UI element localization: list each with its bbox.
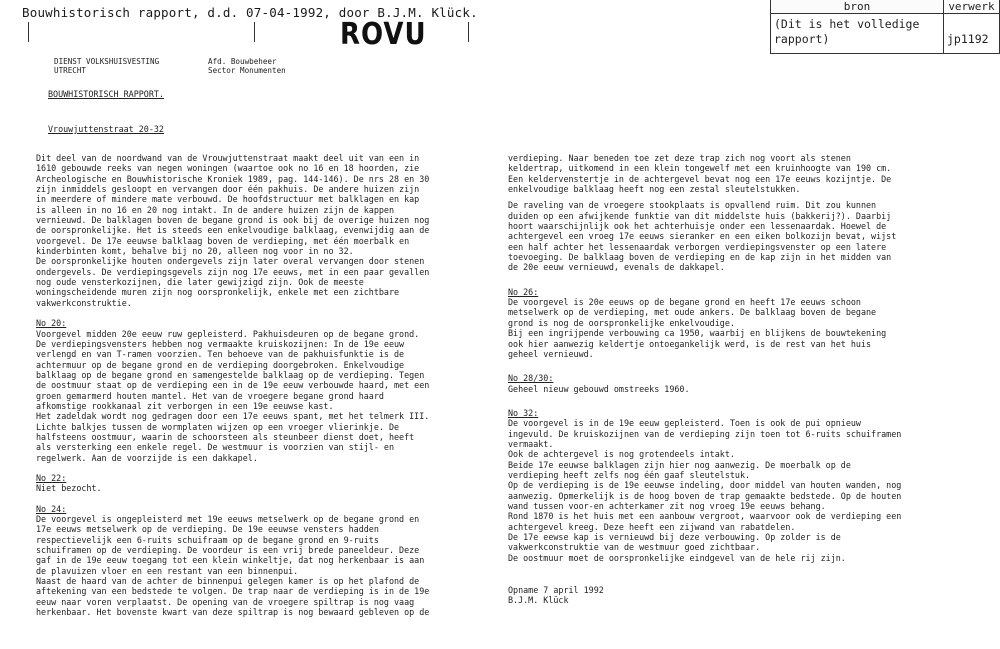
text-line: achtergevel een vroeg 17e eeuws sieranker en een eiken bolkozijn bevat, wijst (508, 231, 897, 242)
text-line: De raveling van de vroegere stookplaats is opvallend ruim. Dit zou kunnen (508, 200, 877, 211)
intro-paragraph (36, 153, 429, 308)
section-heading: No 28/30: (508, 373, 554, 384)
text-line: keldertrap, uitkomend in een klein tongewelf met een kruinhoogte van 190 cm. (508, 163, 892, 174)
survey-date: Opname 7 april 1992 (508, 585, 604, 596)
stamp-code-cell: jp1192 (944, 14, 1000, 54)
text-line: vernieuwd. De balklagen boven de begane grond is ook bij de overige huizen nog (36, 215, 430, 226)
text-line: aftekening van een bedstede te volgen. De trap naar de verdieping is in de 19e (36, 586, 430, 597)
section-heading: No 24: (36, 503, 67, 514)
text-line: verdieping. Naar beneden toe zet deze trap zich nog voort als stenen (508, 153, 851, 163)
text-line: Niet bezocht. (36, 483, 102, 494)
org-department: DIENST VOLKSHUISVESTING (54, 57, 160, 66)
text-line: ook hier aanwezig keldertje ontoegankelijk werd, is de rest van het huis (508, 338, 872, 349)
text-line: kinderbinten komt, behalve bij no 20, alleen nog voor in no 32. (36, 246, 354, 257)
document-title: BOUWHISTORISCH RAPPORT. (48, 89, 164, 99)
header-tick-left (28, 22, 29, 42)
text-line: de oorspronkelijke. Het is steeds een enkelvoudige balklaag, evenwijdig aan de (36, 225, 430, 236)
signature-block (508, 585, 901, 606)
report-header-line: Bouwhistorisch rapport, d.d. 07-04-1992, door B.J.M. Klück. (22, 5, 478, 20)
section-heading: No 32: (508, 407, 539, 418)
text-line: Een keldervenstertje in de achtergevel bevat nog een 17e eeuws kozijntje. De (508, 173, 892, 184)
text-line: De voorgevel is ongepleisterd met 19e eeuws metselwerk op de begane grond en (36, 514, 420, 524)
text-line: toevoeging. De balklaag boven de verdieping en de kap zijn in het midden van (508, 252, 892, 263)
text-line: Rond 1870 is het huis met een aanbouw vergroot, waarvoor ook de verdieping een (508, 511, 902, 522)
text-line: Ook de achtergevel is nog grotendeels intakt. (508, 449, 735, 460)
text-line: in meerdere of mindere mate verbouwd. De hoofdstructuur met balklagen en kap (36, 194, 420, 205)
text-line: verdieping heeft zelfs nog één gaaf sleutelstuk. (508, 469, 751, 480)
text-line: de plavuizen vloer en een restant van een binnenpui. (36, 565, 299, 576)
section-no-26 (508, 287, 901, 359)
section-heading: No 22: (36, 472, 67, 483)
text-line: achtermuur op de begane grond en de verdieping doorgebroken. Enkelvoudige (36, 359, 405, 370)
right-text-column (508, 153, 901, 606)
text-line: hoort waarschijnlijk ook het achterhuisje onder een lessenaardak. Hoewel de (508, 221, 887, 232)
text-line: vermaakt. (508, 438, 554, 449)
header-tick-mid (254, 22, 255, 42)
text-line: afkomstige rookkanaal zit verborgen in een 19e eeuwse kast. (36, 400, 334, 411)
org-right (208, 57, 286, 75)
text-line: als versterking een enkele regel. De westmuur is voorzien van stijl- en (36, 442, 394, 453)
text-line: voorgevel. De 17e eeuwse balklaag boven de verdieping, met één moerbalk en (36, 235, 410, 246)
author-name: B.J.M. Klück (508, 595, 569, 606)
text-line: halfsteens oostmuur, waarin de schoorsteen als steunbeer dienst doet, heeft (36, 431, 415, 442)
stamp-source-cell: (Dit is het volledige rapport) (771, 14, 944, 54)
stamp-header-verwerk: verwerk (944, 0, 1000, 14)
text-line: nog oude vensterkozijnen, die later gewijzigd zijn. Ook de meeste (36, 277, 364, 288)
text-line: Geheel nieuw gebouwd omstreeks 1960. (508, 383, 690, 394)
text-line: balklaag op de begane grond en samengestelde balklaag op de verdieping. Tegen (36, 369, 425, 380)
text-line: wand tussen voor-en achterkamer zit nog vroeg 19e eeuws behang. (508, 500, 826, 511)
text-line: woningscheidende muren zijn nog oorspronkelijk, enkele met een zichtbare (36, 287, 400, 298)
continuation-paragraph (508, 153, 901, 194)
text-line: eeuw naar voren verplaatst. De opening van de vroegere spiltrap is nog vaag (36, 596, 415, 607)
org-division: Afd. Bouwbeheer (208, 57, 277, 66)
section-no-20 (36, 318, 429, 463)
text-line: verlengd en van T-ramen voorzien. Ten behoeve van de pakhuisfunktie is de (36, 349, 405, 360)
text-line: Archeologische en Bouwhistorische Kroniek 1989, pag. 144-146). De nrs 28 en 30 (36, 173, 430, 184)
rovu-logo: ROVU (340, 17, 427, 53)
text-line: 1610 gebouwde reeks van negen woningen (waartoe ook no 16 en 18 hoorden, zie (36, 163, 420, 174)
text-line: Beide 17e eeuwse balklagen zijn hier nog aanwezig. De moerbalk op de (508, 459, 851, 470)
text-line: Dit deel van de noordwand van de Vrouwjuttenstraat maakt deel uit van een in (36, 153, 420, 163)
text-line: achtergevel kreeg. Deze heeft een zijwand van rabatdelen. (508, 521, 796, 532)
section-no-24 (36, 504, 429, 618)
text-line: De voorgevel is in de 19e eeuw gepleisterd. Toen is ook de pui opnieuw (508, 418, 861, 429)
text-line: respectievelijk een 6-ruits schuifraam op de begane grond en 9-ruits (36, 534, 379, 545)
text-line: De oorspronkelijke houten ondergevels zijn later overal vervangen door stenen (36, 256, 425, 267)
text-line: Bij een ingrijpende verbouwing ca 1950, waarbij en blijkens de bouwtekening (508, 328, 887, 339)
text-line: groen gemarmerd houten mantel. Het van de vroegere begane grond haard (36, 390, 384, 401)
left-text-column (36, 153, 429, 617)
org-city: UTRECHT (54, 66, 87, 75)
text-line: enkelvoudige balklaag heeft nog een zestal sleutelstukken. (508, 184, 801, 195)
text-line: vakwerkconstruktie. (36, 297, 132, 308)
section-no-22 (36, 473, 429, 494)
text-line: regelwerk. Aan de voorzijde is een dakkapel. (36, 452, 258, 463)
text-line: grond is nog de oorspronkelijke enkelvoudige. (508, 317, 735, 328)
header-tick-right (468, 22, 469, 42)
text-line: herkenbaar. Het bovenste kwart van deze spiltrap is nog bewaard gebleven op de (36, 607, 430, 618)
archive-stamp-table (770, 0, 1000, 54)
text-line: De voorgevel is 20e eeuws op de begane grond en heeft 17e eeuws schoon (508, 297, 861, 308)
text-line: 17e eeuws metselwerk op de verdieping. De 19e eeuwse vensters hadden (36, 524, 379, 535)
text-line: De 17e eewse kap is vernieuwd bij deze verbouwing. Op zolder is de (508, 532, 841, 542)
org-sector: Sector Monumenten (208, 66, 286, 75)
section-no-32 (508, 408, 901, 563)
text-line: De verdiepingsvensters hebben nog vermaakte kruiskozijnen: In de 19e eeuw (36, 338, 405, 349)
text-line: Naast de haard van de achter de binnenpui gelegen kamer is op het plafond de (36, 576, 420, 587)
text-line: de oostmuur staat op de verdieping een in de 19e eeuw verbouwde haard, met een (36, 380, 430, 391)
text-line: De oostmuur moet de oorspronkelijke eindgevel van de hele rij zijn. (508, 552, 846, 563)
section-heading: No 20: (36, 318, 67, 329)
text-line: aanwezig. Opmerkelijk is de hoog boven de trap gemaakte bedstede. Op de houten (508, 490, 902, 501)
text-line: gaf in de 19e eeuw toegang tot een klein winkeltje, dat nog herkenbaar is aan (36, 555, 425, 566)
text-line: schuiframen op de verdieping. De voordeur is een vrij brede paneeldeur. Deze (36, 545, 420, 556)
text-line: geheel vernieuwd. (508, 348, 594, 359)
text-line: zijn inmiddels gesloopt en vervangen door één pakhuis. De andere huizen zijn (36, 184, 420, 195)
text-line: vakwerkconstruktie van de westmuur goed zichtbaar. (508, 542, 761, 553)
stookplaats-paragraph (508, 200, 901, 272)
section-heading: No 26: (508, 286, 539, 297)
text-line: ondergevels. De verdiepingsgevels zijn nog 17e eeuws, met in een paar gevallen (36, 266, 430, 277)
text-line: is alleen in no 16 en 20 nog intakt. In de andere huizen zijn de kappen (36, 204, 394, 215)
street-heading: Vrouwjuttenstraat 20-32 (48, 124, 164, 134)
text-line: Op de verdieping is de 19e eeuwse indeling, door middel van houten wanden, nog (508, 480, 902, 491)
stamp-header-bron: bron (771, 0, 944, 14)
org-left (54, 57, 159, 75)
text-line: ingevuld. De kruiskozijnen van de verdieping zijn toen tot 6-ruits schuiframen (508, 428, 902, 439)
text-line: duiden op een afwijkende funktie van dit middelste huis (bakkerij?). Daarbij (508, 210, 892, 221)
text-line: Voorgevel midden 20e eeuw ruw gepleisterd. Pakhuisdeuren op de begane grond. (36, 328, 420, 339)
text-line: de 20e eeuw vernieuwd, evenals de dakkapel. (508, 262, 725, 273)
section-no-28-30 (508, 373, 901, 394)
text-line: Het zadeldak wordt nog gedragen door een 17e eeuws spant, met het telmerk III. (36, 411, 430, 422)
text-line: een half achter het lessenaardak verborgen verdiepingsvenster op een latere (508, 241, 887, 252)
text-line: metselwerk op de verdieping, met oude ankers. De balklaag boven de begane (508, 307, 877, 318)
text-line: Lichte balkjes tussen de wormplaten wijzen op een vroeger vlierinkje. De (36, 421, 400, 432)
